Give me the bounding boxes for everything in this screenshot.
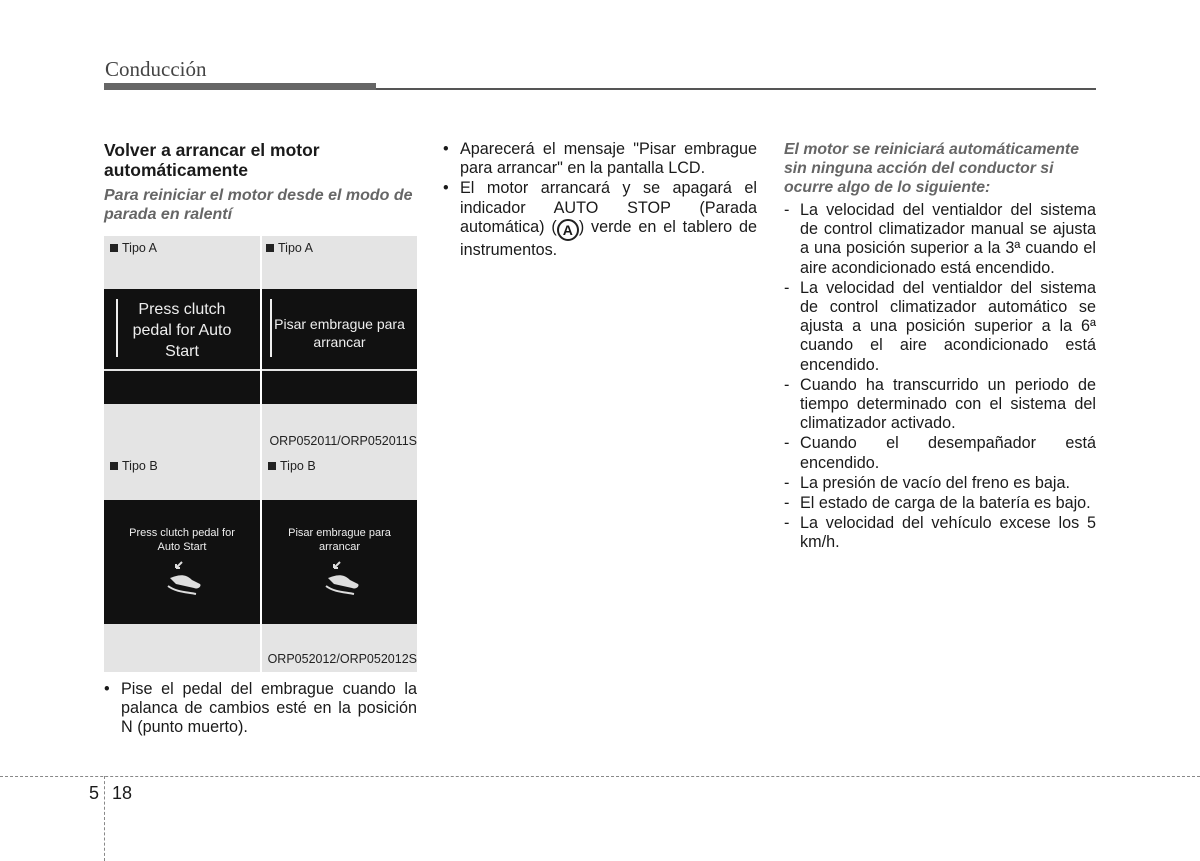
list-item: - El estado de carga de la batería es bajo. [784,494,1091,513]
lcd-screen-spanish [262,289,417,404]
list-item: - La velocidad del ventialdor del sistema de control climatizador automático se ajusta a una posición superior a la 6ª cuando el aire acondicionado está encendido. [784,278,1096,374]
chapter-title: Conducción [105,57,207,81]
list-item: - La presión de vacío del freno es baja. [784,473,1070,492]
list-item: • Aparecerá el mensaje "Pisar embrague para arrancar" en la pantalla LCD. [443,140,757,178]
list-item: - La velocidad del ventialdor del sistema de control climatizador manual se ajusta a una posición superior a la 3ª cuando el aire acondicionado está encendido. [784,201,1096,277]
column-right [784,140,1096,554]
section-number: 5 [89,783,100,803]
figure-label-right: Tipo B [268,457,316,476]
footer-vertical-rule [104,776,105,861]
list-item: • Pise el pedal del embrague cuando la palanca de cambios esté en la posición N (punto muerto). [104,680,417,737]
lcd-screen-spanish [262,500,417,624]
figure-code: ORP052012/ORP052012S [267,651,417,666]
lcd-message-english: Press clutch pedal for Auto Start [129,527,235,553]
figure-label-right: Tipo A [266,239,313,258]
list-item: - Cuando el desempañador está encendido. [784,434,1096,472]
column-middle [443,140,757,261]
section-heading: Volver a arrancar el motor automáticamente [104,140,320,180]
figure-code: ORP052011/ORP052011S [269,433,417,448]
list-item: - Cuando ha transcurrido un periodo de tiempo determinado con el sistema del climatizador activado. [784,375,1096,433]
column-left [104,140,417,739]
page-number: 18 [112,783,133,803]
figure-label-left: Tipo B [110,457,158,476]
lcd-message-english: Press clutch pedal for Auto Start [132,301,232,360]
footer-rule [0,776,1200,777]
foot-pedal-icon [162,558,206,598]
auto-stop-indicator-icon: A [557,219,579,241]
section-subheading: Para reiniciar el motor desde el modo de parada en ralentí [104,187,413,223]
figure-tipo-a [104,236,417,454]
header-rule-thick [104,83,376,90]
lcd-message-spanish: Pisar embrague para arrancar [274,316,405,350]
conditions-heading: El motor se reiniciará automáticamente sin ninguna acción del conductor si ocurre algo de lo siguiente: [784,141,1079,196]
figure-tipo-b [104,454,417,672]
list-item: • El motor arrancará y se apagará el indicador AUTO STOP (Parada automática) ( A ) verde en el tablero de instrumentos. [443,179,757,259]
lcd-message-spanish: Pisar embrague para arrancar [288,527,391,553]
figure-label-left: Tipo A [110,239,157,258]
conditions-list [784,201,1096,553]
lcd-screen-english [104,500,260,624]
lcd-screen-english [104,289,260,404]
list-item: - La velocidad del vehículo excese los 5 km/h. [784,514,1096,552]
foot-pedal-icon [320,558,364,598]
header-rule-thin [376,88,1096,90]
